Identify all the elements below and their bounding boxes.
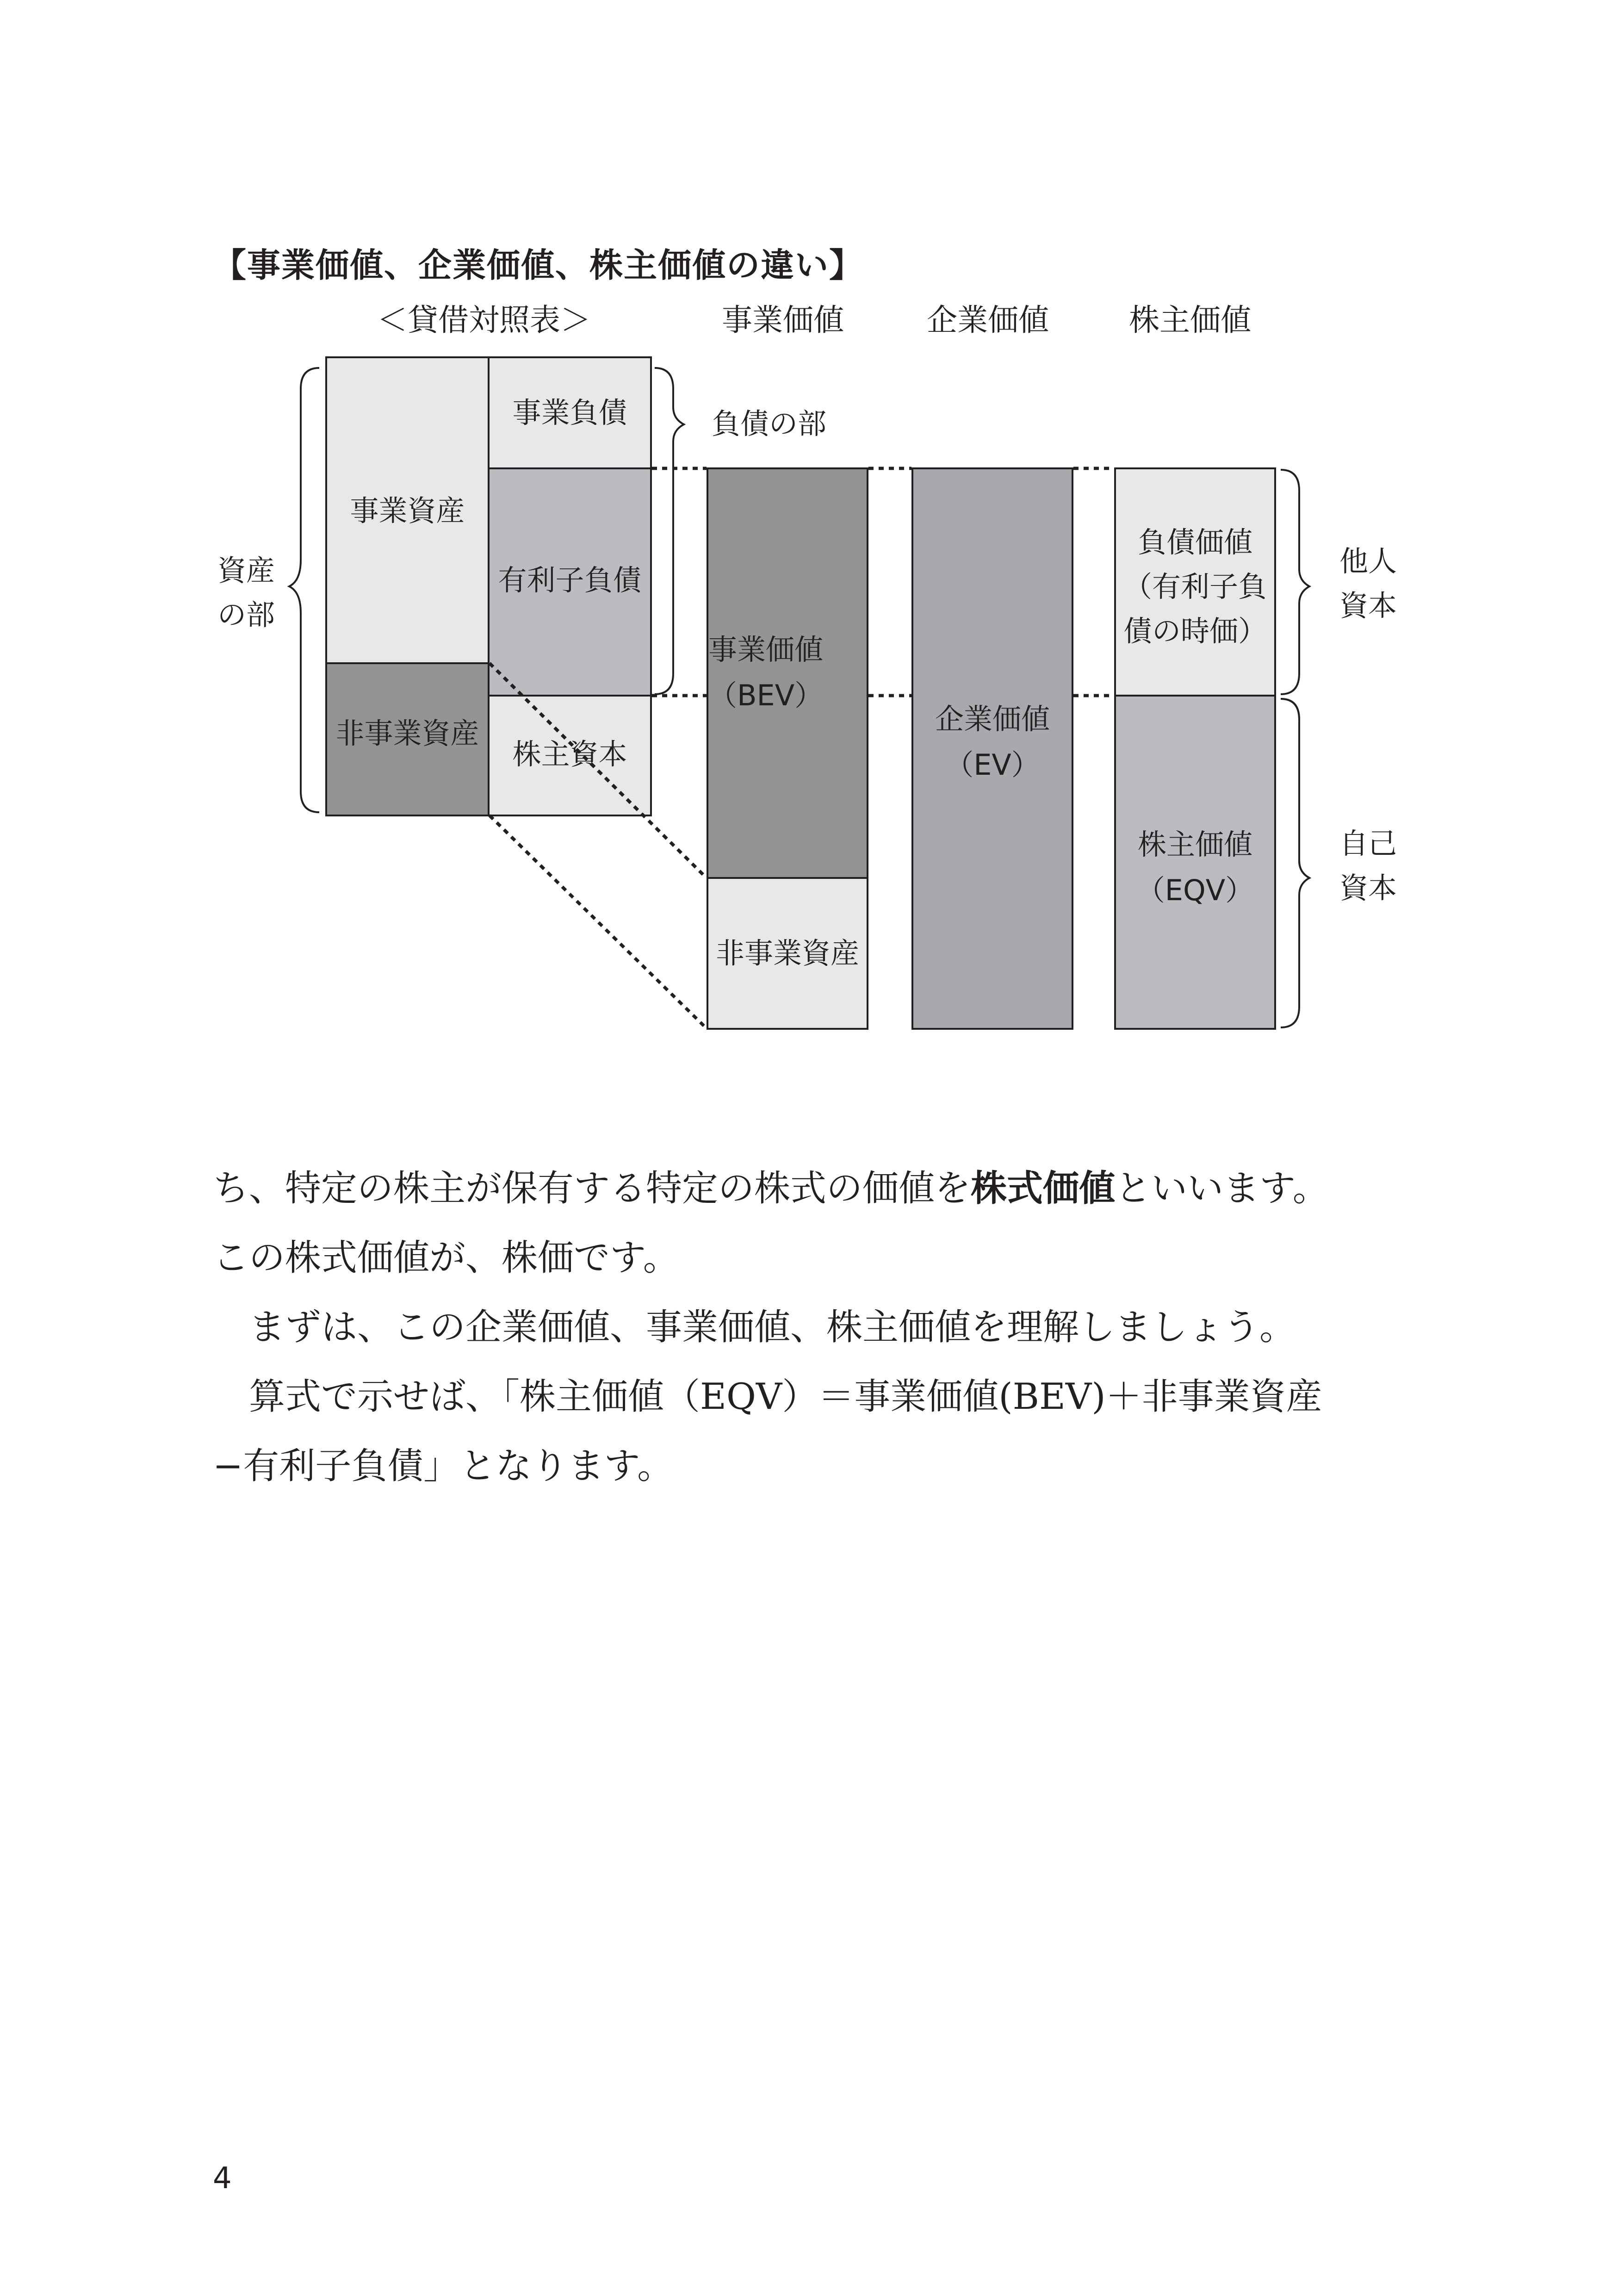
own-capital-brace-ext — [1281, 699, 1309, 1027]
body-line-1 — [213, 1159, 1329, 1211]
body-line-3: まずは、この企業価値、事業価値、株主価値を理解しましょう。 — [213, 1307, 1296, 1348]
ev-label-line1: 企業価値 — [935, 702, 1050, 736]
dash-nonbiz-bottom-ext — [490, 815, 707, 1028]
body-line-1-pre: ち、特定の株主が保有する特定の株式の価値を — [213, 1168, 971, 1209]
liabilities-part-label: 負債の部 — [712, 407, 827, 441]
bs-non-business-assets-label: 非事業資産 — [335, 716, 479, 750]
eqv-equity-line1: 株主価値 — [1137, 828, 1252, 861]
figure-title: 【事業価値、企業価値、株主価値の違い】 — [213, 246, 864, 285]
body-line-2: この株式価値が、株価です。 — [213, 1237, 679, 1279]
bs-business-liabilities-label: 事業負債 — [512, 396, 627, 430]
body-line-1-post: といいます。 — [1115, 1168, 1329, 1209]
bev-non-business-assets-label: 非事業資産 — [715, 936, 859, 971]
bs-business-assets-label: 事業資産 — [350, 494, 465, 528]
bs-interest-bearing-debt-label: 有利子負債 — [498, 563, 642, 597]
eqv-debt-line2: （有利子負 — [1123, 570, 1267, 604]
bs-equity-label: 株主資本 — [512, 737, 627, 771]
body-line-1-bold: 株式価値 — [971, 1168, 1116, 1209]
ev-label-line2: （EV） — [945, 748, 1040, 782]
own-capital-line1: 自己 — [1339, 827, 1397, 860]
assets-part-line2: の部 — [217, 598, 275, 632]
page-number: 4 — [213, 2161, 232, 2196]
eqv-debt-line3: 債の時価） — [1123, 614, 1267, 648]
figure-connectors-lower — [0, 0, 1618, 1064]
bev-label-line2: （BEV） — [708, 678, 824, 713]
body-line-4: 算式で示せば、「株主価値（EQV）＝事業価値(BEV)＋非事業資産 — [213, 1376, 1322, 1418]
eqv-debt-line1: 負債価値 — [1137, 525, 1252, 559]
own-capital-line2: 資本 — [1339, 871, 1397, 905]
bev-label-line1: 事業価値 — [708, 633, 824, 666]
assets-part-line1: 資産 — [217, 554, 275, 587]
header-business-value: 事業価値 — [722, 302, 844, 338]
other-capital-line1: 他人 — [1339, 544, 1397, 578]
eqv-equity-line2: （EQV） — [1136, 873, 1254, 908]
header-balance-sheet: ＜貸借対照表＞ — [377, 302, 591, 338]
header-enterprise-value: 企業価値 — [927, 302, 1049, 338]
header-equity-value: 株主価値 — [1129, 302, 1251, 338]
other-capital-line2: 資本 — [1339, 589, 1397, 623]
body-line-5: −有利子負債」となります。 — [213, 1445, 674, 1487]
